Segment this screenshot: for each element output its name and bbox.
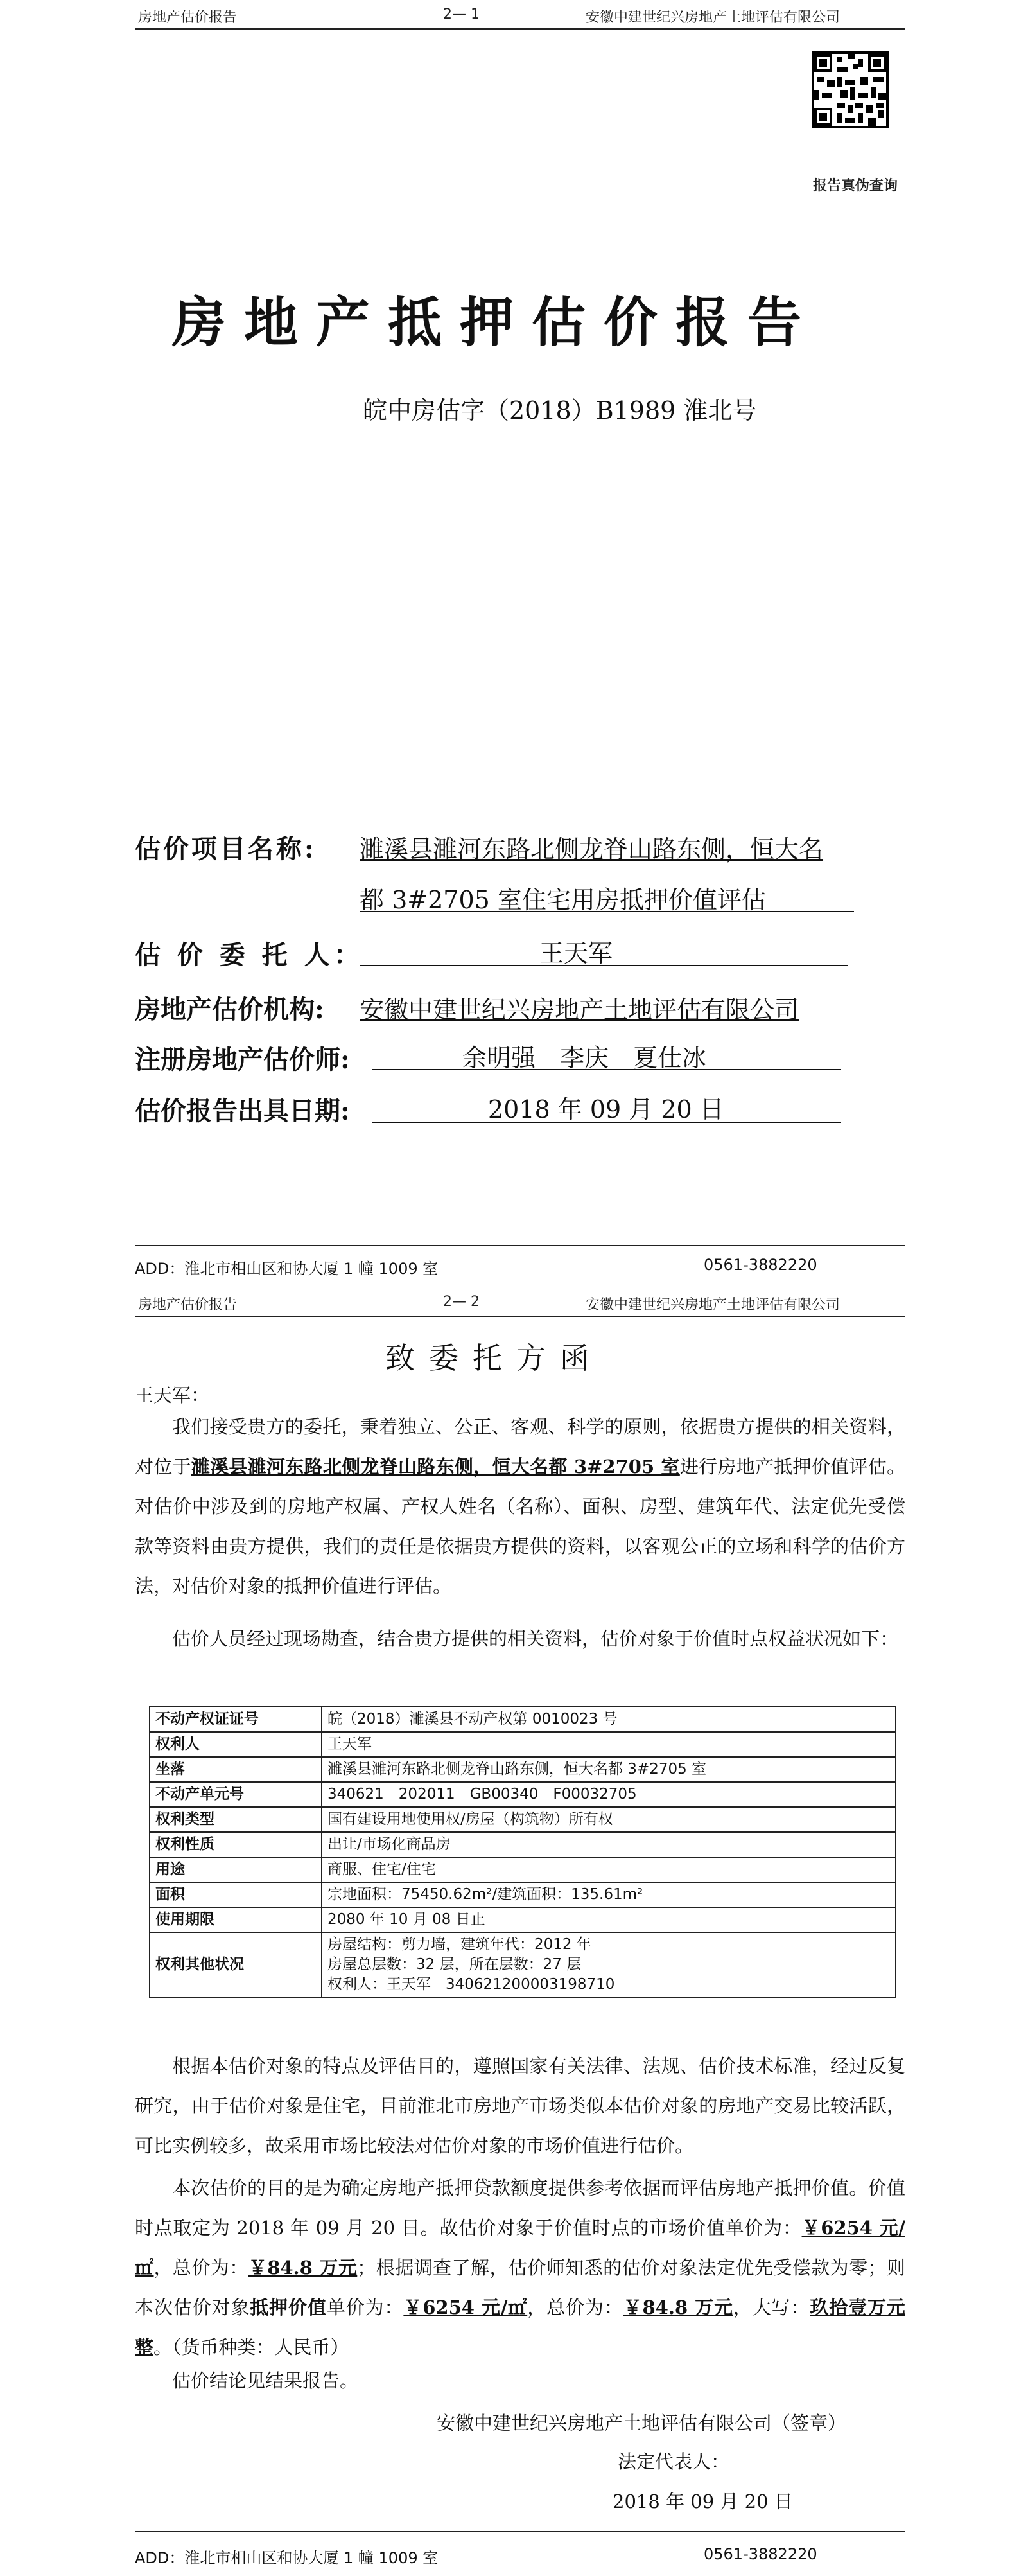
table-key: 面积 [150, 1882, 322, 1907]
paragraph-1: 我们接受贵方的委托，秉着独立、公正、客观、科学的原则，依据贵方提供的相关资料，对位于濉溪县濉河东路北侧龙脊山路东侧，恒大名都 3#2705 室进行房地产抵押价值评估。对估价中涉及到的房地产权属、产权人姓名（名称）、面积、房型、建筑年代、法定优先受偿款等资料由贵方提供，我们的责任是依据贵方提供的资料，以客观公正的立场和科学的估价方法，对估价对象的抵押价值进行评估。 [135, 1416, 905, 1597]
table-key: 权利其他状况 [150, 1932, 322, 1997]
footer-rule [135, 1245, 905, 1246]
property-address: 濉溪县濉河东路北侧龙脊山路东侧，恒大名都 3#2705 室 [191, 1456, 680, 1478]
qr-code-icon[interactable] [812, 51, 889, 128]
project-name-value-line1: 濉溪县濉河东路北侧龙脊山路东侧，恒大名 [360, 835, 824, 863]
signature-company: 安徽中建世纪兴房地产土地评估有限公司（签章） [437, 2412, 847, 2434]
table-value: 2080 年 10 月 08 日止 [322, 1907, 896, 1932]
table-value: 出让/市场化商品房 [322, 1832, 896, 1857]
report-date-underline [372, 1122, 841, 1123]
paragraph-5: 估价结论见结果报告。 [172, 2370, 359, 2392]
document-number: 皖中房估字（2018）B1989 淮北号 [363, 396, 757, 425]
mortgage-unit-price: ￥6254 元/㎡ [403, 2297, 528, 2318]
agency-value: 安徽中建世纪兴房地产土地评估有限公司 [360, 996, 799, 1024]
project-name-value-line2: 都 3#2705 室住宅用房抵押价值评估 [360, 886, 766, 914]
other-status-line: 房屋总层数：32 层，所在层数：27 层 [327, 1956, 582, 1973]
table-value: 皖（2018）濉溪县不动产权第 0010023 号 [322, 1707, 896, 1732]
table-value: 濉溪县濉河东路北侧龙脊山路东侧，恒大名都 3#2705 室 [322, 1757, 896, 1782]
agency-label: 房地产估价机构: [135, 994, 324, 1025]
table-value: 国有建设用地使用权/房屋（构筑物）所有权 [322, 1807, 896, 1832]
table-row [150, 1807, 896, 1832]
table-row [150, 1832, 896, 1857]
table-key: 权利类型 [150, 1807, 322, 1832]
table-row [150, 1707, 896, 1732]
paragraph-2: 估价人员经过现场勘查，结合贵方提供的相关资料，估价对象于价值时点权益状况如下： [172, 1628, 899, 1650]
property-info-table [149, 1706, 896, 1998]
appraiser-value: 余明强 李庆 夏仕冰 [462, 1044, 707, 1072]
footer-rule [135, 2531, 905, 2532]
header-company: 安徽中建世纪兴房地产土地评估有限公司 [586, 10, 840, 26]
footer-phone: 0561-3882220 [704, 2545, 817, 2563]
signature-date: 2018 年 09 月 20 日 [613, 2491, 793, 2512]
table-row [150, 1732, 896, 1757]
client-underline [360, 965, 848, 966]
market-total-price: ￥84.8 万元 [248, 2257, 358, 2279]
table-key: 坐落 [150, 1757, 322, 1782]
table-key: 使用期限 [150, 1907, 322, 1932]
header-page-number: 2— 2 [443, 1294, 480, 1310]
table-value: 宗地面积：75450.62m²/建筑面积：135.61m² [322, 1882, 896, 1907]
table-row [150, 1882, 896, 1907]
project-name-label: 估价项目名称: [135, 834, 317, 864]
qr-caption: 报告真伪查询 [813, 178, 898, 194]
header-page-number: 2— 1 [443, 6, 480, 22]
header-company: 安徽中建世纪兴房地产土地评估有限公司 [586, 1297, 840, 1313]
table-key: 不动产单元号 [150, 1782, 322, 1807]
paragraph-4: 本次估价的目的是为确定房地产抵押贷款额度提供参考依据而评估房地产抵押价值。价值时点取定为 2018 年 09 月 20 日。故估价对象于价值时点的市场价值单价为：￥6254 元/㎡，总价为：￥84.8 万元；根据调查了解，估价师知悉的估价对象法定优先受偿款为零；则本次估价对象抵押价值单价为：￥6254 元/㎡，总价为：￥84.8 万元，大写：玖拾壹万元整。（货币种类：人民币） [135, 2177, 905, 2358]
footer-address: ADD：淮北市相山区和协大厦 1 幢 1009 室 [135, 1260, 439, 1278]
appraiser-underline [372, 1069, 841, 1070]
report-date-label: 估价报告出具日期: [135, 1096, 350, 1126]
appraiser-label: 注册房地产估价师: [135, 1045, 350, 1075]
report-date-value: 2018 年 09 月 20 日 [488, 1095, 724, 1124]
project-name-underline [360, 911, 854, 912]
header-rule [135, 1316, 905, 1317]
footer-address: ADD：淮北市相山区和协大厦 1 幢 1009 室 [135, 2549, 439, 2567]
total-in-words: 玖拾壹万元整 [135, 2297, 905, 2358]
signature-legal-rep: 法定代表人： [618, 2451, 730, 2473]
paragraph-3: 根据本估价对象的特点及评估目的，遵照国家有关法律、法规、估价技术标准，经过反复研究，由于估价对象是住宅，目前淮北市房地产市场类似本估价对象的房地产交易比较活跃，可比实例较多，故采用市场比较法对估价对象的市场价值进行估价。 [135, 2055, 905, 2157]
table-value [322, 1932, 896, 1997]
footer-phone: 0561-3882220 [704, 1256, 817, 1274]
table-row [150, 1932, 896, 1997]
report-title: 房地产抵押估价报告 [172, 290, 820, 354]
table-key: 用途 [150, 1857, 322, 1882]
table-row [150, 1857, 896, 1882]
table-key: 不动产权证证号 [150, 1707, 322, 1732]
client-value: 王天军 [539, 939, 613, 967]
table-key: 权利性质 [150, 1832, 322, 1857]
header-left: 房地产估价报告 [138, 10, 238, 26]
letter-title: 致委托方函 [385, 1341, 604, 1375]
market-unit-price: ￥6254 元/㎡ [135, 2217, 905, 2279]
other-status-line: 房屋结构：剪力墙，建筑年代：2012 年 [327, 1936, 591, 1953]
table-value: 商服、住宅/住宅 [322, 1857, 896, 1882]
table-row [150, 1907, 896, 1932]
other-status-line: 权利人：王天军 340621200003198710 [327, 1976, 615, 1993]
table-value: 340621 202011 GB00340 F00032705 [322, 1782, 896, 1807]
salutation: 王天军： [135, 1384, 210, 1406]
client-label: 估 价 委 托 人： [135, 940, 363, 970]
table-value: 王天军 [322, 1732, 896, 1757]
header-left: 房地产估价报告 [138, 1297, 238, 1313]
header-rule [135, 28, 905, 30]
mortgage-total-price: ￥84.8 万元 [623, 2297, 733, 2318]
table-key: 权利人 [150, 1732, 322, 1757]
table-row [150, 1757, 896, 1782]
table-row [150, 1782, 896, 1807]
